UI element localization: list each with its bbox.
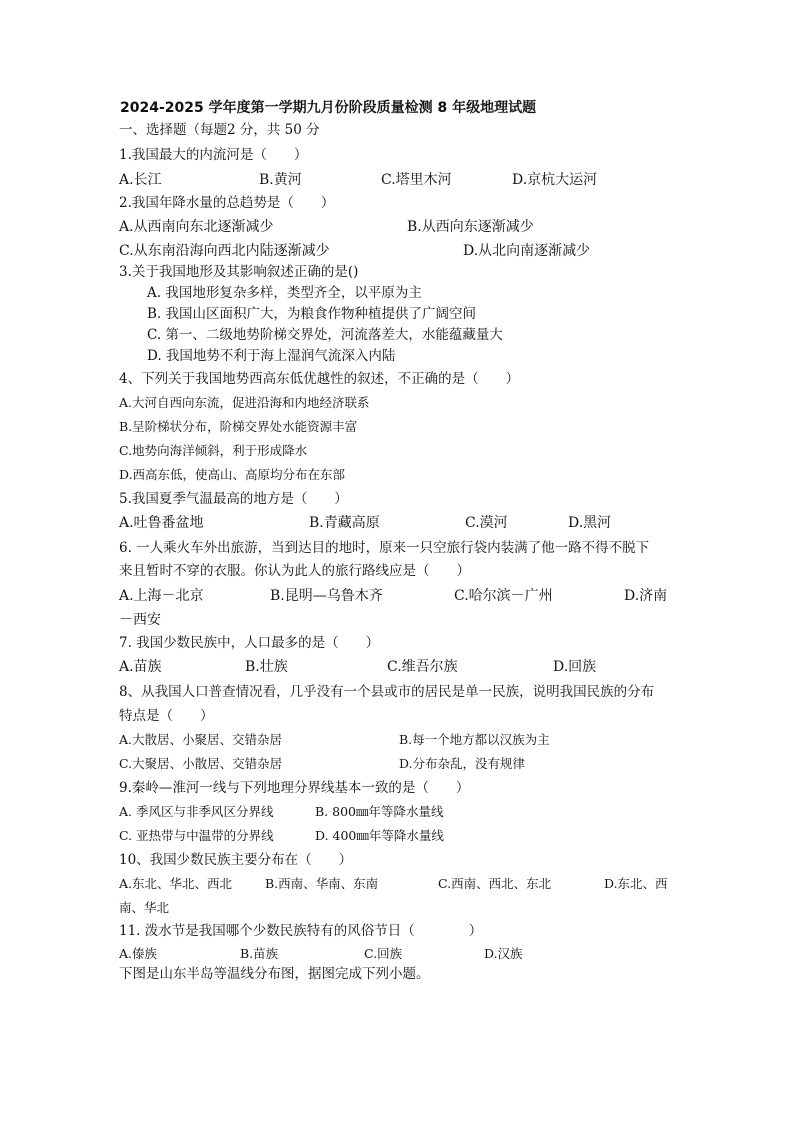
- q3-option-a: A. 我国地形复杂多样，类型齐全，以平原为主: [147, 285, 422, 301]
- q11-option-d: D.汉族: [484, 946, 523, 961]
- question-8-stem-line2: 特点是（ ）: [119, 708, 214, 724]
- section-heading: 一、选择题（每题2 分，共 50 分: [119, 122, 320, 138]
- question-3-stem: 3.关于我国地形及其影响叙述正确的是(): [119, 264, 359, 280]
- q9-option-a: A. 季风区与非季风区分界线: [119, 804, 274, 819]
- question-8-stem-line1: 8、从我国人口普查情况看，几乎没有一个县或市的居民是单一民族，说明我国民族的分布: [119, 684, 655, 700]
- q10-option-a: A.东北、华北、西北: [119, 876, 233, 891]
- q5-option-b: B.青藏高原: [309, 515, 380, 531]
- q2-option-c: C.从东南沿海向西北内陆逐渐减少: [119, 243, 330, 259]
- q4-option-a: A.大河自西向东流，促进沿海和内地经济联系: [119, 395, 370, 410]
- question-1-stem: 1.我国最大的内流河是（ ）: [119, 147, 308, 163]
- q7-option-a: A.苗族: [119, 659, 162, 675]
- q5-option-c: C.漠河: [465, 515, 508, 531]
- q2-option-b: B.从西向东逐渐减少: [407, 219, 534, 235]
- q7-option-b: B.壮族: [245, 659, 288, 675]
- q10-option-d-continued: 南、华北: [119, 900, 170, 915]
- q7-option-c: C.维吾尔族: [387, 659, 458, 675]
- q4-option-d: D.西高东低，使高山、高原均分布在东部: [119, 467, 346, 482]
- q4-option-b: B.呈阶梯状分布，阶梯交界处水能资源丰富: [119, 419, 358, 434]
- question-11-stem: 11. 泼水节是我国哪个少数民族特有的风俗节日（ ）: [119, 923, 483, 939]
- q1-option-c: C.塔里木河: [381, 172, 452, 188]
- q11-option-c: C.回族: [364, 946, 403, 961]
- q8-option-c: C.大聚居、小散居、交错杂居: [119, 756, 283, 771]
- q10-option-b: B.西南、华南、东南: [265, 876, 379, 891]
- q2-option-a: A.从西南向东北逐渐减少: [119, 219, 274, 235]
- q5-option-d: D.黑河: [568, 515, 612, 531]
- q11-option-b: B.苗族: [240, 946, 279, 961]
- q3-option-c: C. 第一、二级地势阶梯交界处，河流落差大，水能蕴藏量大: [147, 327, 503, 343]
- q3-option-b: B. 我国山区面积广大，为粮食作物种植提供了广阔空间: [147, 306, 477, 322]
- q3-option-d: D. 我国地势不利于海上湿润气流深入内陆: [147, 348, 396, 364]
- question-10-stem: 10、我国少数民族主要分布在（ ）: [119, 852, 353, 868]
- q6-option-c: C.哈尔滨－广州: [454, 588, 553, 604]
- q4-option-c: C.地势向海洋倾斜，利于形成降水: [119, 443, 308, 458]
- q9-option-d: D. 400㎜年等降水量线: [315, 828, 444, 843]
- question-4-stem: 4、下列关于我国地势西高东低优越性的叙述，不正确的是（ ）: [119, 371, 520, 387]
- q7-option-d: D.回族: [553, 659, 597, 675]
- question-6-stem-line1: 6. 一人乘火车外出旅游，当到达目的地时，原来一只空旅行袋内装满了他一路不得不脱下: [119, 540, 650, 556]
- q11-option-a: A.傣族: [119, 946, 158, 961]
- q6-option-a: A.上海－北京: [119, 588, 204, 604]
- q8-option-a: A.大散居、小聚居、交错杂居: [119, 732, 283, 747]
- q1-option-a: A.长江: [119, 172, 162, 188]
- q8-option-d: D.分布杂乱，没有规律: [399, 756, 526, 771]
- q6-option-d: D.济南: [624, 588, 668, 604]
- question-2-stem: 2.我国年降水量的总趋势是（ ）: [119, 195, 335, 211]
- q1-option-b: B.黄河: [259, 172, 302, 188]
- q6-option-b: B.昆明—乌鲁木齐: [270, 588, 383, 604]
- q10-option-c: C.西南、西北、东北: [438, 876, 552, 891]
- question-7-stem: 7. 我国少数民族中，人口最多的是（ ）: [119, 635, 380, 651]
- question-6-stem-line2: 来且暂时不穿的衣服。你认为此人的旅行路线应是（ ）: [119, 563, 470, 579]
- q9-option-c: C. 亚热带与中温带的分界线: [119, 828, 274, 843]
- q6-option-d-continued: －西安: [119, 612, 161, 628]
- q10-option-d: D.东北、西: [604, 876, 668, 891]
- q9-option-b: B. 800㎜年等降水量线: [315, 804, 444, 819]
- q2-option-d: D.从北向南逐渐减少: [463, 243, 591, 259]
- q5-option-a: A.吐鲁番盆地: [119, 515, 204, 531]
- exam-title: 2024-2025 学年度第一学期九月份阶段质量检测 8 年级地理试题: [120, 100, 537, 116]
- map-instruction: 下图是山东半岛等温线分布图，据图完成下列小题。: [119, 966, 430, 982]
- question-9-stem: 9.秦岭—淮河一线与下列地理分界线基本一致的是（ ）: [119, 780, 470, 796]
- question-5-stem: 5.我国夏季气温最高的地方是（ ）: [119, 491, 348, 507]
- q8-option-b: B.每一个地方都以汉族为主: [399, 732, 550, 747]
- q1-option-d: D.京杭大运河: [512, 172, 598, 188]
